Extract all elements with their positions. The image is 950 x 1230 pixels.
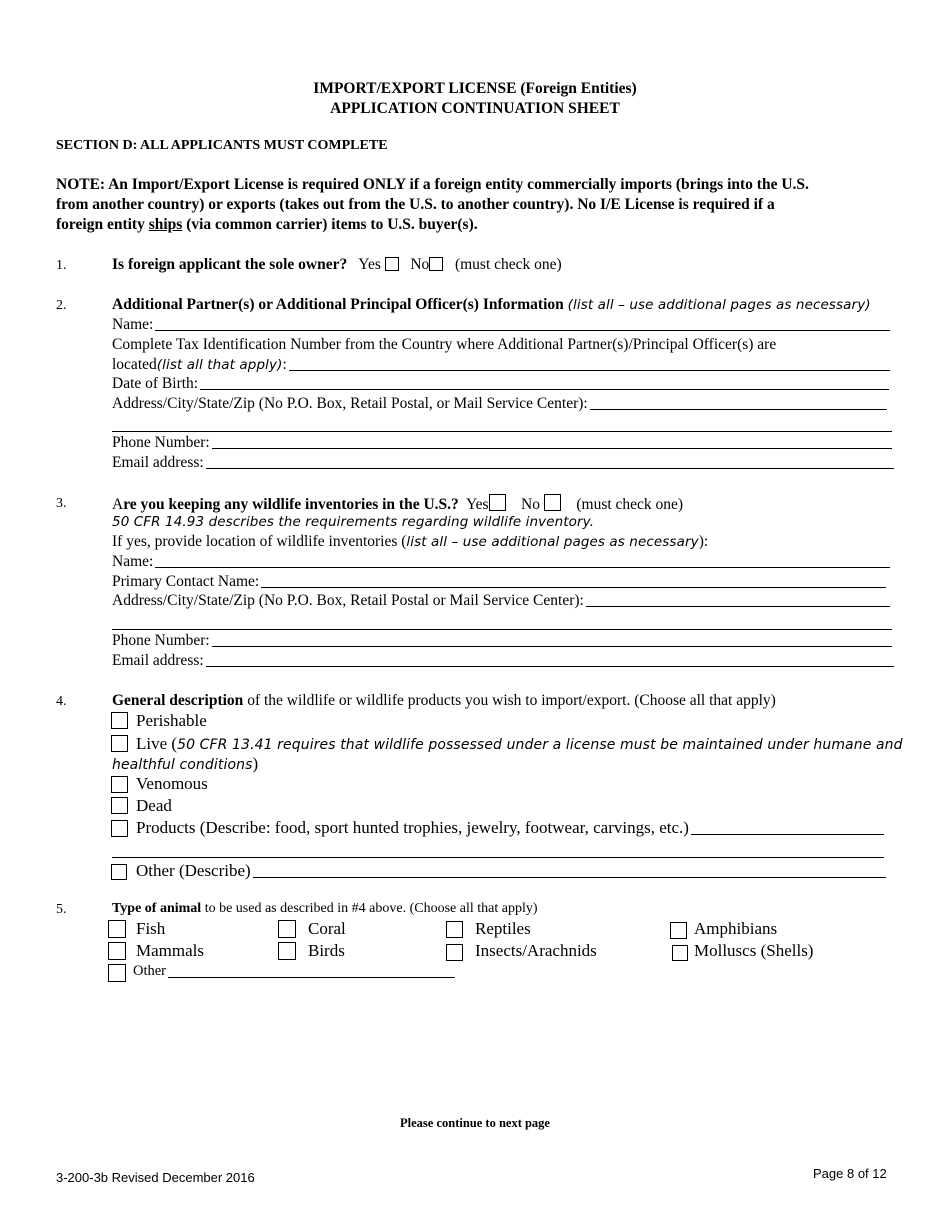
q5-birds-checkbox[interactable] — [278, 942, 296, 960]
q5-title: Type of animal — [112, 901, 202, 916]
q4-number: 4. — [56, 694, 67, 709]
q1-no-label: No — [410, 256, 430, 273]
q5-other-checkbox[interactable] — [108, 964, 126, 982]
form-id: 3-200-3b Revised December 2016 — [56, 1170, 255, 1185]
note-line2: from another country) or exports (takes out from the U.S. to another country). No I/E License is required if a — [56, 196, 775, 213]
q4-live-line1: Live (50 CFR 13.41 requires that wildlife possessed under a license must be maintained under humane and — [136, 734, 903, 753]
q2-phone-label: Phone Number: — [112, 434, 210, 451]
q2-name-label: Name: — [112, 316, 154, 333]
q2-name-field[interactable] — [112, 316, 890, 334]
q3-instruction: (must check one) — [576, 496, 684, 513]
q5-mammals-checkbox[interactable] — [108, 942, 126, 960]
q5-title-row: Type of animal to be used as described in #4 above. (Choose all that apply) — [112, 901, 538, 916]
q4-perishable-checkbox[interactable] — [111, 712, 128, 729]
q1-yes-label: Yes — [358, 256, 381, 273]
q4-title-row: General description of the wildlife or wildlife products you wish to import/export. (Choose all that apply) — [112, 692, 776, 709]
q2-number: 2. — [56, 298, 67, 313]
q4-other-checkbox[interactable] — [111, 864, 127, 880]
q3-phone-label: Phone Number: — [112, 632, 210, 649]
q3-name-field[interactable] — [112, 553, 890, 571]
q3-email-label: Email address: — [112, 652, 204, 669]
q5-insects-checkbox[interactable] — [446, 944, 463, 961]
q4-other-label: Other (Describe) — [136, 861, 251, 880]
q5-insects-label: Insects/Arachnids — [475, 941, 597, 960]
q3-address-label: Address/City/State/Zip (No P.O. Box, Retail Postal or Mail Service Center): — [112, 592, 584, 609]
q3-contact-label: Primary Contact Name: — [112, 573, 260, 590]
q4-venomous-label: Venomous — [136, 774, 208, 793]
q3-phone-field[interactable] — [112, 632, 892, 650]
q4-venomous-checkbox[interactable] — [111, 776, 128, 793]
q4-live-checkbox[interactable] — [111, 735, 128, 752]
q5-other-field[interactable] — [133, 963, 455, 980]
q4-live-label: Live ( — [136, 734, 178, 753]
q3-contact-field[interactable] — [112, 573, 886, 591]
q5-birds-label: Birds — [308, 941, 345, 960]
q3-location-line: If yes, provide location of wildlife inventories (list all – use additional pages as necessary): — [112, 533, 709, 550]
q4-products-line2[interactable] — [112, 857, 884, 858]
q5-number: 5. — [56, 902, 67, 917]
q2-title-row — [112, 296, 871, 314]
page-number: Page 8 of 12 — [813, 1166, 887, 1181]
q4-dead-checkbox[interactable] — [111, 797, 128, 814]
form-title-line2: APPLICATION CONTINUATION SHEET — [330, 100, 620, 117]
q2-email-field[interactable] — [112, 454, 894, 472]
q5-fish-checkbox[interactable] — [108, 920, 126, 938]
q5-reptiles-checkbox[interactable] — [446, 921, 463, 938]
note-line3: foreign entity ships (via common carrier) items to U.S. buyer(s). — [56, 216, 478, 233]
q2-address-field[interactable] — [112, 395, 887, 413]
q3-yes-label: Yes — [465, 496, 489, 513]
q1-yes-checkbox[interactable] — [385, 257, 399, 271]
q3-email-field[interactable] — [112, 652, 894, 670]
q2-title-note: (list all – use additional pages as necessary) — [567, 297, 871, 313]
q4-title: General description — [112, 692, 244, 709]
section-heading: SECTION D: ALL APPLICANTS MUST COMPLETE — [56, 138, 388, 153]
q3-cfr-note: 50 CFR 14.93 describes the requirements regarding wildlife inventory. — [112, 514, 595, 530]
q5-molluscs-label: Molluscs (Shells) — [694, 941, 814, 960]
q2-dob-label: Date of Birth: — [112, 375, 199, 392]
q4-dead-label: Dead — [136, 796, 172, 815]
q2-dob-field[interactable] — [112, 375, 889, 393]
q5-amphibians-checkbox[interactable] — [670, 922, 687, 939]
q4-products-checkbox[interactable] — [111, 820, 128, 837]
q2-phone-field[interactable] — [112, 434, 892, 452]
q4-other-field[interactable] — [136, 861, 886, 881]
q2-address-label: Address/City/State/Zip (No P.O. Box, Retail Postal, or Mail Service Center): — [112, 395, 588, 412]
q3-address-line2[interactable] — [112, 629, 892, 630]
q4-live-line2: healthful conditions) — [112, 754, 259, 773]
q2-title: Additional Partner(s) or Additional Principal Officer(s) Information — [112, 296, 564, 313]
q3-name-label: Name: — [112, 553, 154, 570]
q1-number: 1. — [56, 258, 67, 273]
q3-row: Are you keeping any wildlife inventories in the U.S.? Yes No (must check one) — [112, 496, 684, 513]
q5-mammals-label: Mammals — [136, 941, 204, 960]
q2-email-label: Email address: — [112, 454, 204, 471]
q2-address-line2[interactable] — [112, 431, 892, 432]
note-line1: NOTE: An Import/Export License is required ONLY if a foreign entity commercially imports (brings into the U.S. — [56, 176, 809, 193]
q2-tax-line1: Complete Tax Identification Number from the Country where Additional Partner(s)/Principal Officer(s) are — [112, 336, 777, 353]
q3-question: re you keeping any wildlife inventories in the U.S.? — [123, 496, 459, 513]
q2-tax-id-field[interactable]: located (list all that apply) : — [112, 356, 890, 374]
q5-other-label: Other — [133, 963, 167, 979]
q1-no-checkbox[interactable] — [429, 257, 443, 271]
q3-yes-checkbox[interactable] — [489, 494, 506, 511]
q1-question: Is foreign applicant the sole owner? — [112, 256, 348, 273]
q1-row — [112, 256, 562, 274]
q5-coral-checkbox[interactable] — [278, 920, 296, 938]
q3-number: 3. — [56, 496, 67, 511]
q5-reptiles-label: Reptiles — [475, 919, 531, 938]
q3-address-field[interactable] — [112, 592, 890, 610]
q5-fish-label: Fish — [136, 919, 166, 938]
q5-amphibians-label: Amphibians — [694, 919, 778, 938]
form-title-line1: IMPORT/EXPORT LICENSE (Foreign Entities) — [313, 80, 637, 97]
q4-products-field[interactable] — [136, 818, 884, 838]
q3-no-checkbox[interactable] — [544, 494, 561, 511]
q5-coral-label: Coral — [308, 919, 346, 938]
continue-note: Please continue to next page — [400, 1116, 550, 1130]
q1-instruction: (must check one) — [454, 256, 562, 273]
q5-molluscs-checkbox[interactable] — [672, 945, 688, 961]
q4-products-label: Products (Describe: food, sport hunted trophies, jewelry, footwear, carvings, etc.) — [136, 818, 689, 837]
q3-no-label: No — [521, 496, 540, 513]
q4-perishable-label: Perishable — [136, 711, 207, 730]
